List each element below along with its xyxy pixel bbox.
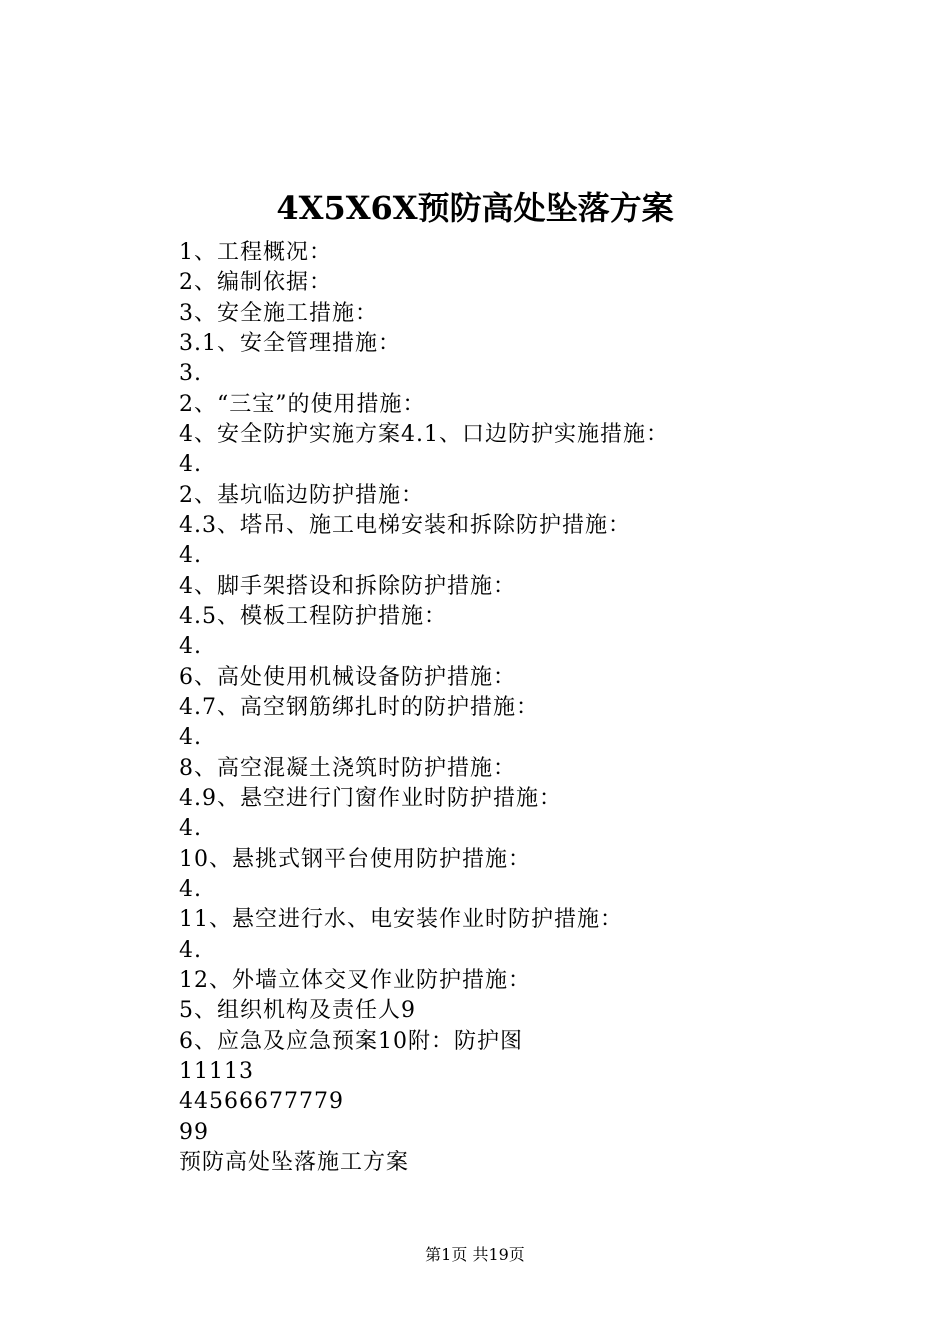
toc-line: 4. (179, 543, 202, 569)
toc-line: 2、“三宝”的使用措施： (179, 391, 426, 417)
toc-line: 4.5、模板工程防护措施： (179, 603, 447, 629)
toc-line: 2、基坑临边防护措施： (179, 482, 424, 508)
toc-line: 5、组织机构及责任人9 (179, 998, 416, 1024)
toc-line: 10、悬挑式钢平台使用防护措施： (179, 846, 531, 872)
toc-line: 6、高处使用机械设备防护措施： (179, 664, 516, 690)
toc-line: 4. (179, 634, 202, 660)
toc-line: 4. (179, 937, 202, 963)
toc-line: 4.3、塔吊、施工电梯安装和拆除防护措施： (179, 512, 631, 538)
toc-line: 4. (179, 816, 202, 842)
toc-line: 99 (179, 1119, 209, 1145)
toc-line: 3.1、安全管理措施： (179, 330, 401, 356)
toc-line: 4.9、悬空进行门窗作业时防护措施： (179, 785, 562, 811)
toc-line: 8、高空混凝土浇筑时防护措施： (179, 755, 516, 781)
toc-line: 4. (179, 725, 202, 751)
toc-line: 4.7、高空钢筋绑扎时的防护措施： (179, 694, 539, 720)
toc-line: 3、安全施工措施： (179, 300, 378, 326)
toc-line: 4、安全防护实施方案4.1、口边防护实施措施： (179, 421, 669, 447)
toc-line: 11、悬空进行水、电安装作业时防护措施： (179, 907, 623, 933)
toc-line: 11113 (179, 1058, 254, 1084)
toc-line: 3. (179, 361, 202, 387)
page-footer: 第1页 共19页 (425, 1245, 525, 1264)
toc-line: 12、外墙立体交叉作业防护措施： (179, 967, 531, 993)
toc-line: 4. (179, 876, 202, 902)
toc-line: 2、编制依据： (179, 270, 332, 296)
table-of-contents (179, 238, 879, 1178)
toc-line: 4、脚手架搭设和拆除防护措施： (179, 573, 516, 599)
document-title: 4X5X6X预防高处坠落方案 (276, 189, 674, 227)
toc-line: 预防高处坠落施工方案 (179, 1149, 410, 1175)
toc-line: 44566677779 (179, 1089, 344, 1115)
toc-line: 1、工程概况： (179, 240, 332, 265)
toc-line: 4. (179, 452, 202, 478)
toc-line: 6、应急及应急预案10附：防护图 (179, 1028, 523, 1054)
